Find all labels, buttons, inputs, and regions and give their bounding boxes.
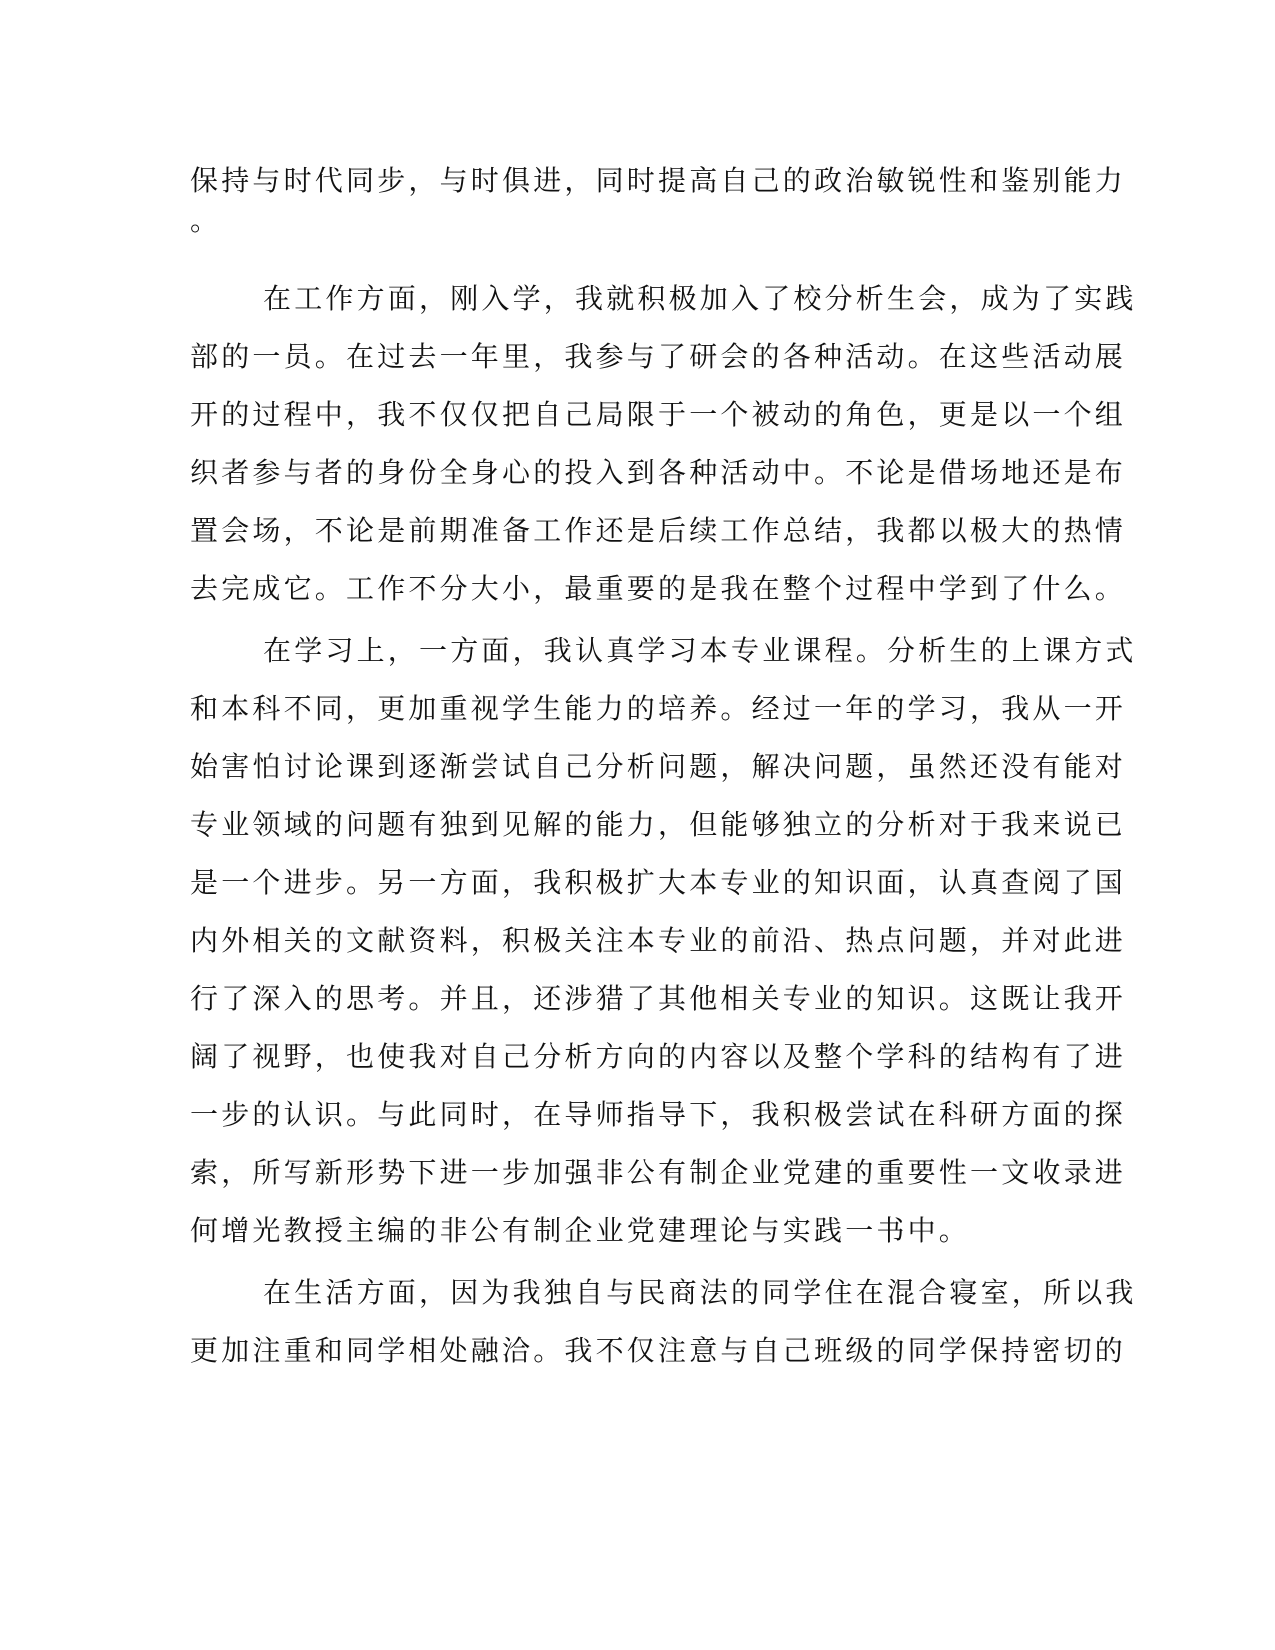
text-line: 织者参与者的身份全身心的投入到各种活动中。不论是借场地还是布 <box>190 456 1127 489</box>
text-line: 是一个进步。另一方面，我积极扩大本专业的知识面，认真查阅了国 <box>190 866 1127 899</box>
text-line: 行了深入的思考。并且，还涉猎了其他相关专业的知识。这既让我开 <box>190 982 1127 1015</box>
text-line: 何增光教授主编的非公有制企业党建理论与实践一书中。 <box>190 1214 971 1247</box>
text-line: 阔了视野，也使我对自己分析方向的内容以及整个学科的结构有了进 <box>190 1040 1127 1073</box>
text-line: 保持与时代同步，与时俱进，同时提高自己的政治敏锐性和鉴别能力 <box>190 164 1127 197</box>
text-line: 部的一员。在过去一年里，我参与了研会的各种活动。在这些活动展 <box>190 340 1127 373</box>
text-line: 。 <box>190 204 222 237</box>
text-line: 开的过程中，我不仅仅把自己局限于一个被动的角色，更是以一个组 <box>190 398 1127 431</box>
text-line: 和本科不同，更加重视学生能力的培养。经过一年的学习，我从一开 <box>190 692 1127 725</box>
text-line: 始害怕讨论课到逐渐尝试自己分析问题，解决问题，虽然还没有能对 <box>190 750 1127 783</box>
text-line: 更加注重和同学相处融洽。我不仅注意与自己班级的同学保持密切的 <box>190 1334 1127 1367</box>
text-line: 内外相关的文献资料，积极关注本专业的前沿、热点问题，并对此进 <box>190 924 1127 957</box>
text-line: 索，所写新形势下进一步加强非公有制企业党建的重要性一文收录进 <box>190 1156 1127 1189</box>
paragraph-study-start: 在学习上，一方面，我认真学习本专业课程。分析生的上课方式 <box>263 634 1137 667</box>
paragraph-life-start: 在生活方面，因为我独自与民商法的同学住在混合寝室，所以我 <box>263 1276 1137 1309</box>
text-line: 专业领域的问题有独到见解的能力，但能够独立的分析对于我来说已 <box>190 808 1127 841</box>
text-line: 去完成它。工作不分大小，最重要的是我在整个过程中学到了什么。 <box>190 572 1127 605</box>
paragraph-work-start: 在工作方面，刚入学，我就积极加入了校分析生会，成为了实践 <box>263 282 1137 315</box>
text-line: 置会场，不论是前期准备工作还是后续工作总结，我都以极大的热情 <box>190 514 1127 547</box>
text-line: 一步的认识。与此同时，在导师指导下，我积极尝试在科研方面的探 <box>190 1098 1127 1131</box>
